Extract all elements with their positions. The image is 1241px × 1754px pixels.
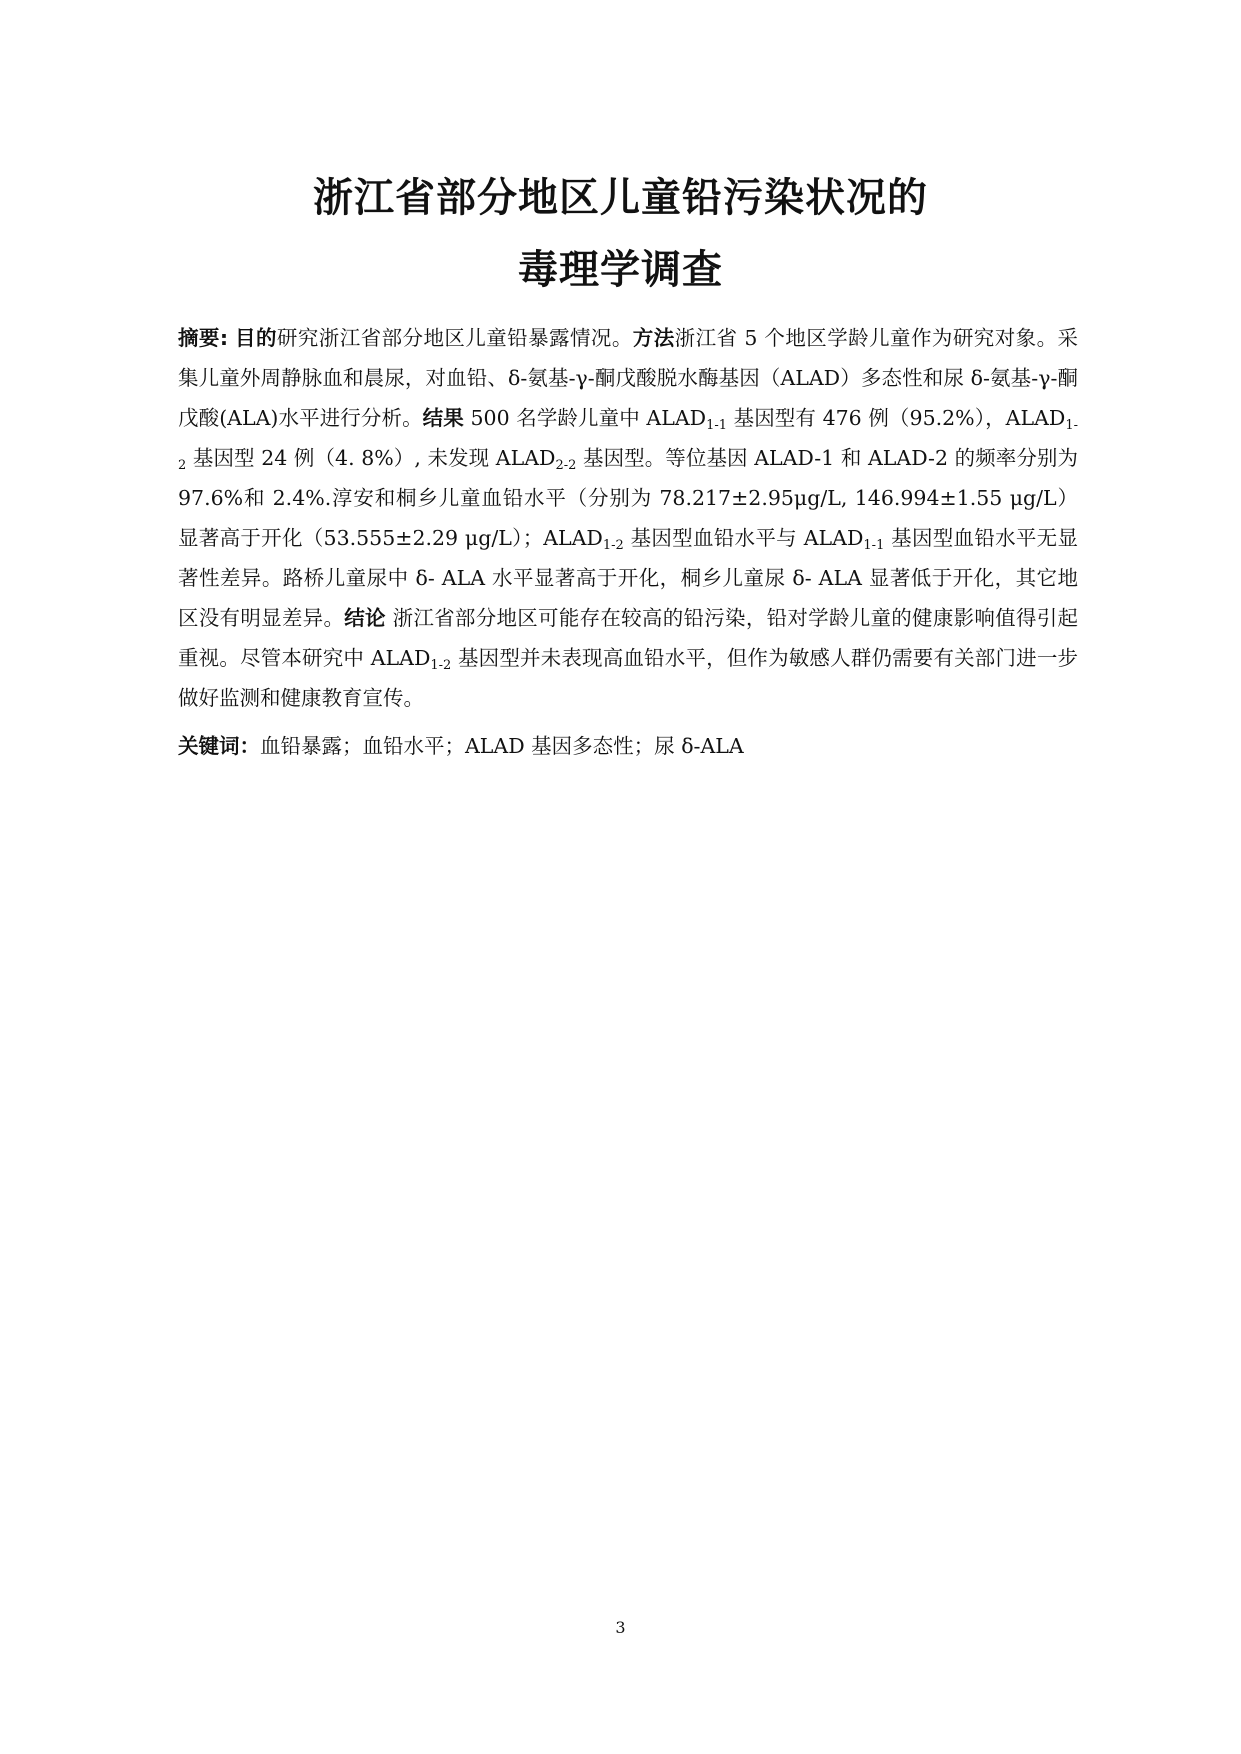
paper-title-line-1: 浙江省部分地区儿童铅污染状况的 xyxy=(313,175,928,221)
genotype-subscript: 1-2 xyxy=(602,538,624,553)
genotype-subscript: 1-2 xyxy=(178,418,1079,473)
keywords-label: 关键词： xyxy=(178,734,260,758)
results-label: 结果 xyxy=(422,406,464,430)
methods-text: 浙江省 5 个地区学龄儿童作为研究对象。采集儿童外周静脉血和晨尿，对血铅、δ-氨基-γ-酮戊酸脱水酶基因（ALAD）多态性和尿 δ-氨基-γ-酮戊酸(ALA)水平进行分析。 xyxy=(178,326,1079,430)
conclusion-label: 结论 xyxy=(344,606,386,630)
results-text-4: 基因型。等位基因 ALAD-1 和 ALAD-2 的频率分别为 97.6%和 2.4%.淳安和桐乡儿童血铅水平（分别为 78.217±2.95μg/L, 146.994±1.55 μg/L）显著高于开化（53.555±2.29 μg/L）；ALAD xyxy=(178,446,1078,550)
genotype-subscript: 1-1 xyxy=(863,538,885,553)
genotype-subscript: 1-1 xyxy=(706,418,727,433)
keywords-line xyxy=(178,726,1078,766)
page-number: 3 xyxy=(615,1618,626,1637)
genotype-subscript: 1-2 xyxy=(430,658,452,673)
keywords-text: 血铅暴露；血铅水平；ALAD 基因多态性；尿 δ-ALA xyxy=(260,734,744,758)
results-text-1: 500 名学龄儿童中 ALAD xyxy=(463,406,707,430)
results-text-3: 基因型 24 例（4. 8%）, 未发现 ALAD xyxy=(186,446,556,470)
results-text-2: 基因型有 476 例（95.2%），ALAD xyxy=(727,406,1066,430)
methods-label: 方法 xyxy=(632,326,675,350)
conclusion-text-1: 浙江省部分地区可能存在较高的铅污染，铅对学龄儿童的健康影响值得引起重视。尽管本研究中 ALAD xyxy=(178,606,1079,670)
abstract-label: 摘要: xyxy=(178,326,229,350)
results-text-5: 基因型血铅水平与 ALAD xyxy=(623,526,864,550)
paper-title-line-2: 毒理学调查 xyxy=(518,247,723,293)
results-text-6: 基因型血铅水平无显著性差异。路桥儿童尿中 δ- ALA 水平显著高于开化，桐乡儿童尿 δ- ALA 显著低于开化，其它地区没有明显差异。 xyxy=(178,526,1078,630)
objective-text: 研究浙江省部分地区儿童铅暴露情况。 xyxy=(276,326,633,350)
genotype-subscript: 2-2 xyxy=(555,458,577,473)
conclusion-text-2: 基因型并未表现高血铅水平，但作为敏感人群仍需要有关部门进一步做好监测和健康教育宣传。 xyxy=(178,646,1078,710)
abstract-paragraph xyxy=(178,318,1078,718)
objective-label: 目的 xyxy=(235,326,277,350)
